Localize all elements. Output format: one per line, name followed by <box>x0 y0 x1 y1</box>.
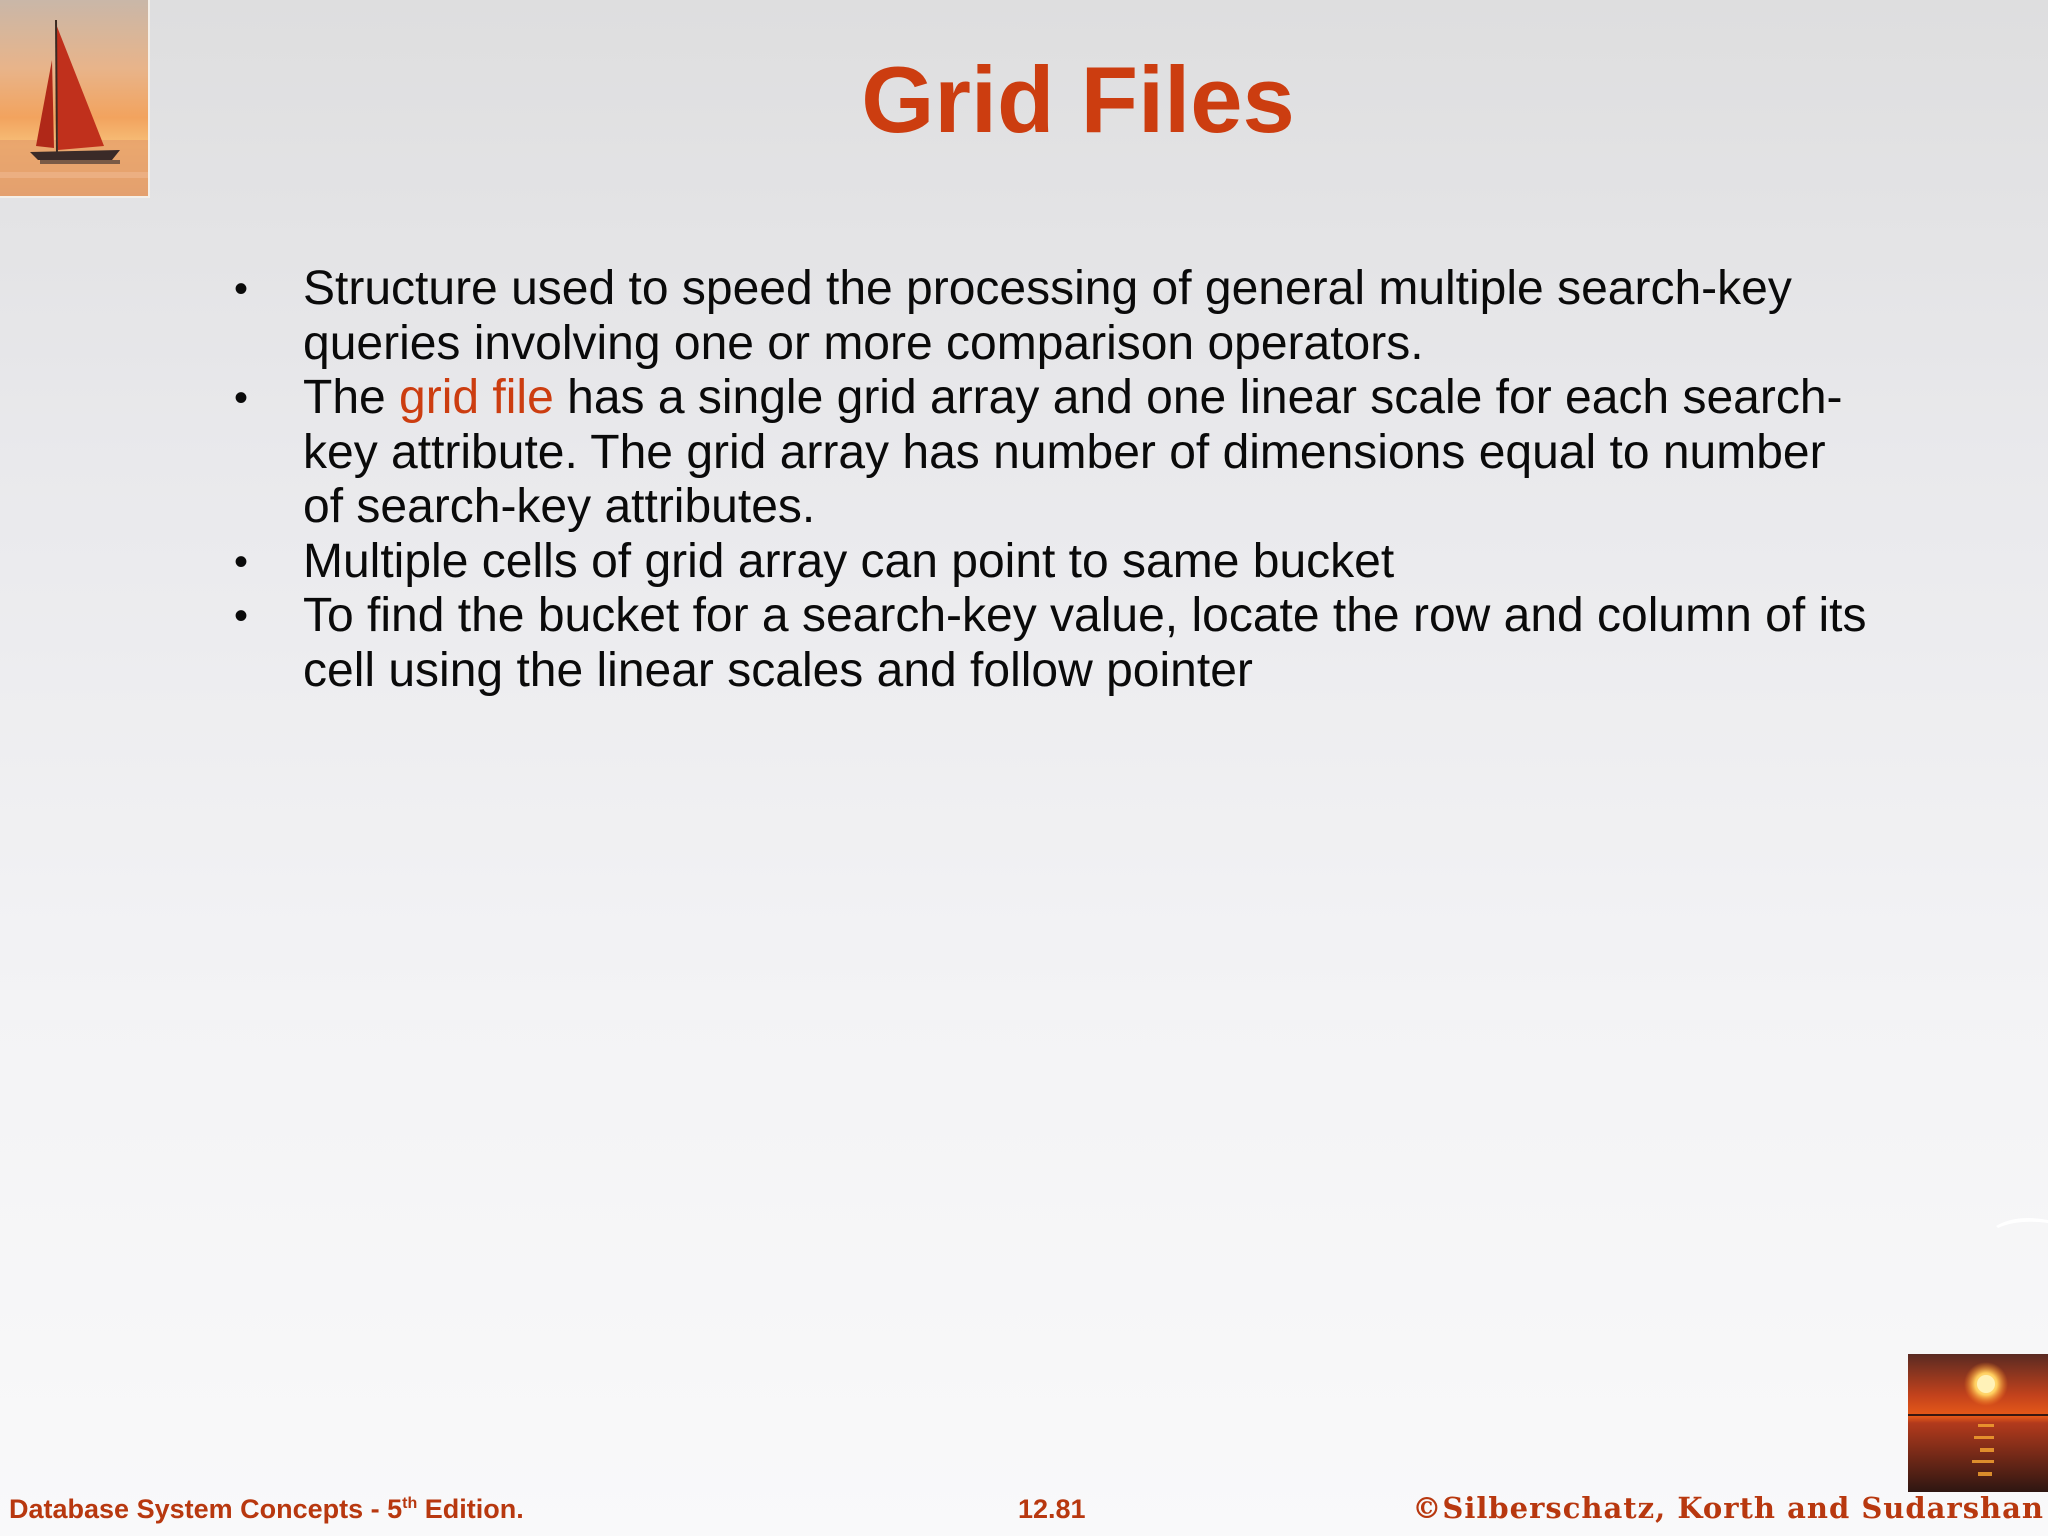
bullet-text: Structure used to speed the processing of general multiple search-key queries involving one or more comparison operators. <box>303 262 1792 370</box>
bullet-text: The <box>303 371 400 424</box>
bullet-text: Multiple cells of grid array can point to same bucket <box>303 534 1395 588</box>
bullet-item <box>230 262 1870 371</box>
bullet-dot-icon: • <box>234 594 249 638</box>
bullet-item <box>230 371 1870 535</box>
bullet-item <box>230 535 1870 590</box>
bullet-dot-icon: • <box>234 376 249 420</box>
bullet-text: To find the bucket for a search-key value, locate the row and column of its cell using the linear scales and follow pointer <box>303 589 1867 697</box>
bullet-dot-icon: • <box>234 539 249 584</box>
bullet-item <box>230 589 1870 698</box>
bullet-list <box>230 262 1870 698</box>
sunset-image <box>1908 1354 2048 1492</box>
footer-book-title: Database System Concepts - 5th Edition. <box>9 1494 524 1524</box>
slide-title: Grid Files <box>861 47 1295 152</box>
bullet-dot-icon: • <box>234 267 249 311</box>
swoosh-decoration <box>1996 1214 2048 1230</box>
footer-page-number: 12.81 <box>1018 1494 1086 1524</box>
bullet-text: has a single grid array and one linear scale for each search-key attribute. The grid array has number of dimensions equal to number of search-key attributes. <box>303 371 1843 533</box>
highlighted-term: grid file <box>399 371 554 424</box>
footer-copyright: ©Silberschatz, Korth and Sudarshan <box>1412 1491 2044 1525</box>
